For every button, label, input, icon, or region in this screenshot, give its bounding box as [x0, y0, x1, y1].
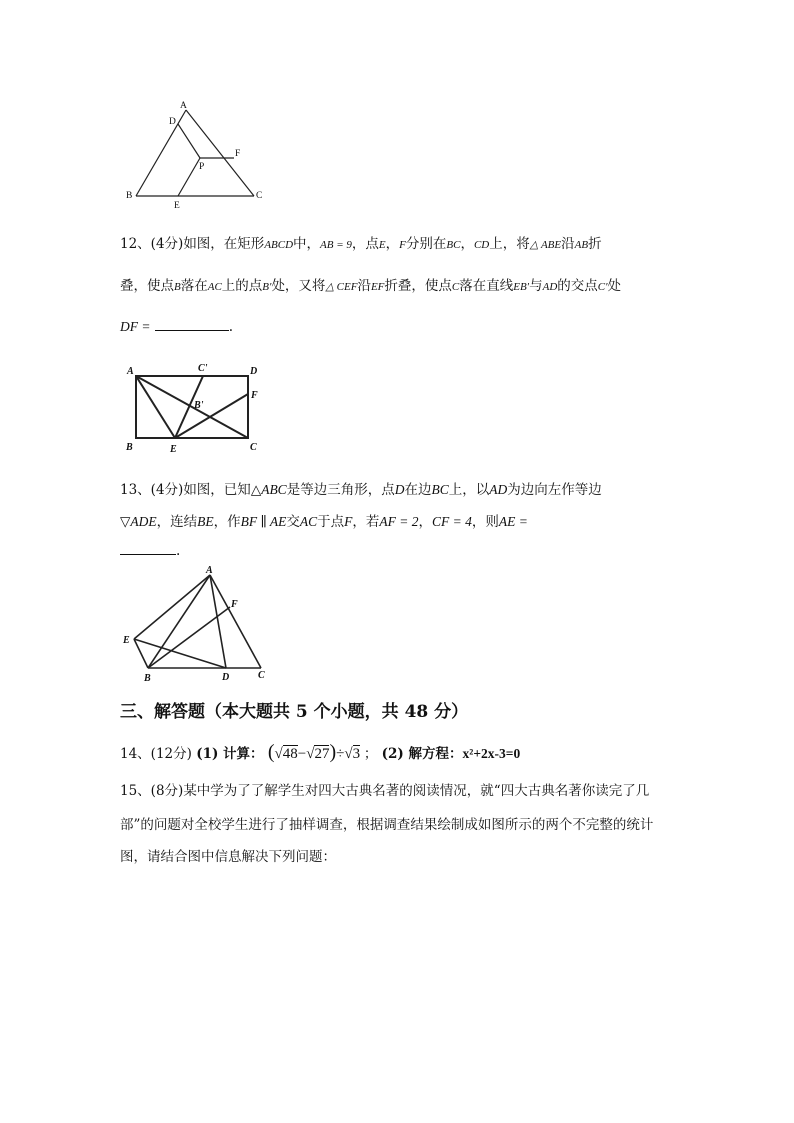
q14-equation: x²+2x-3=0	[462, 746, 521, 761]
q12-line-3: DF = .	[120, 319, 234, 335]
label-b-prime: B'	[194, 400, 204, 411]
segment-dp	[178, 124, 200, 158]
label-f: F	[251, 390, 258, 401]
section-3-heading: 三、解答题（本大题共 5 个小题，共 48 分）	[120, 702, 469, 722]
label-c-prime: C'	[198, 363, 208, 374]
q12-number: 12、(4分)	[120, 236, 184, 252]
q15-number: 15、(8分)	[120, 783, 184, 799]
label-a: A	[180, 101, 187, 111]
rectangle-figure-q12	[120, 360, 270, 456]
label-f: F	[231, 599, 238, 610]
q14-expression: (√48−√27)÷√3	[267, 741, 361, 763]
q14-line: 14、(12分) (1) 计算： (√48−√27)÷√3 ； (2) 解方程：x²+2x-3=0	[120, 741, 521, 763]
segment-ae	[136, 376, 175, 438]
q13-answer-blank[interactable]	[120, 542, 176, 555]
label-d: D	[250, 366, 258, 377]
label-p: P	[199, 162, 205, 172]
q14-number: 14、(12分)	[120, 746, 192, 762]
label-c: C	[258, 670, 265, 681]
label-d: D	[169, 117, 176, 127]
q15-line-2: 部”的问题对全校学生进行了抽样调查，根据调查结果绘制成如图所示的两个不完整的统计	[120, 817, 654, 833]
label-b: B	[126, 442, 133, 453]
q15-line-1: 15、(8分)某中学为了了解学生对四大古典名著的阅读情况，就“四大古典名著你读完了几	[120, 783, 650, 799]
label-e: E	[123, 635, 130, 646]
q13-number: 13、(4分)	[120, 482, 184, 498]
label-b: B	[126, 191, 133, 201]
label-e: E	[170, 444, 177, 455]
q13-line-3: .	[120, 542, 180, 559]
triangle-figure-q13	[118, 563, 278, 685]
segment-pe	[178, 158, 200, 196]
q12-line-2: 叠，使点B落在AC上的点B′处，又将△ CEF沿EF折叠，使点C落在直线EB′与AD的交点C′处	[120, 278, 622, 294]
q12-answer-label: DF =	[120, 319, 151, 334]
q12-answer-blank[interactable]	[155, 318, 229, 331]
label-f: F	[235, 149, 241, 159]
q15-line-3: 图，请结合图中信息解决下列问题：	[120, 849, 336, 865]
label-d: D	[222, 672, 230, 683]
triangle-figure-q11	[118, 98, 278, 210]
q12-line-1: 12、(4分)如图，在矩形ABCD中，AB = 9，点E，F分别在BC，CD上，将△ ABE沿AB折	[120, 236, 602, 252]
label-c: C	[250, 442, 257, 453]
label-a: A	[127, 366, 134, 377]
q13-line-1: 13、(4分)如图，已知△ABC是等边三角形，点D在边BC上，以AD为边向左作等边	[120, 482, 602, 498]
label-c: C	[256, 191, 263, 201]
label-a: A	[206, 565, 213, 576]
label-e: E	[174, 201, 180, 210]
side-ab	[148, 575, 210, 668]
q13-line-2: ▽ADE，连结BE，作BF ∥ AE交AC于点F，若AF = 2，CF = 4，则AE =	[120, 514, 528, 530]
label-b: B	[144, 673, 151, 684]
side-ab	[136, 110, 186, 196]
